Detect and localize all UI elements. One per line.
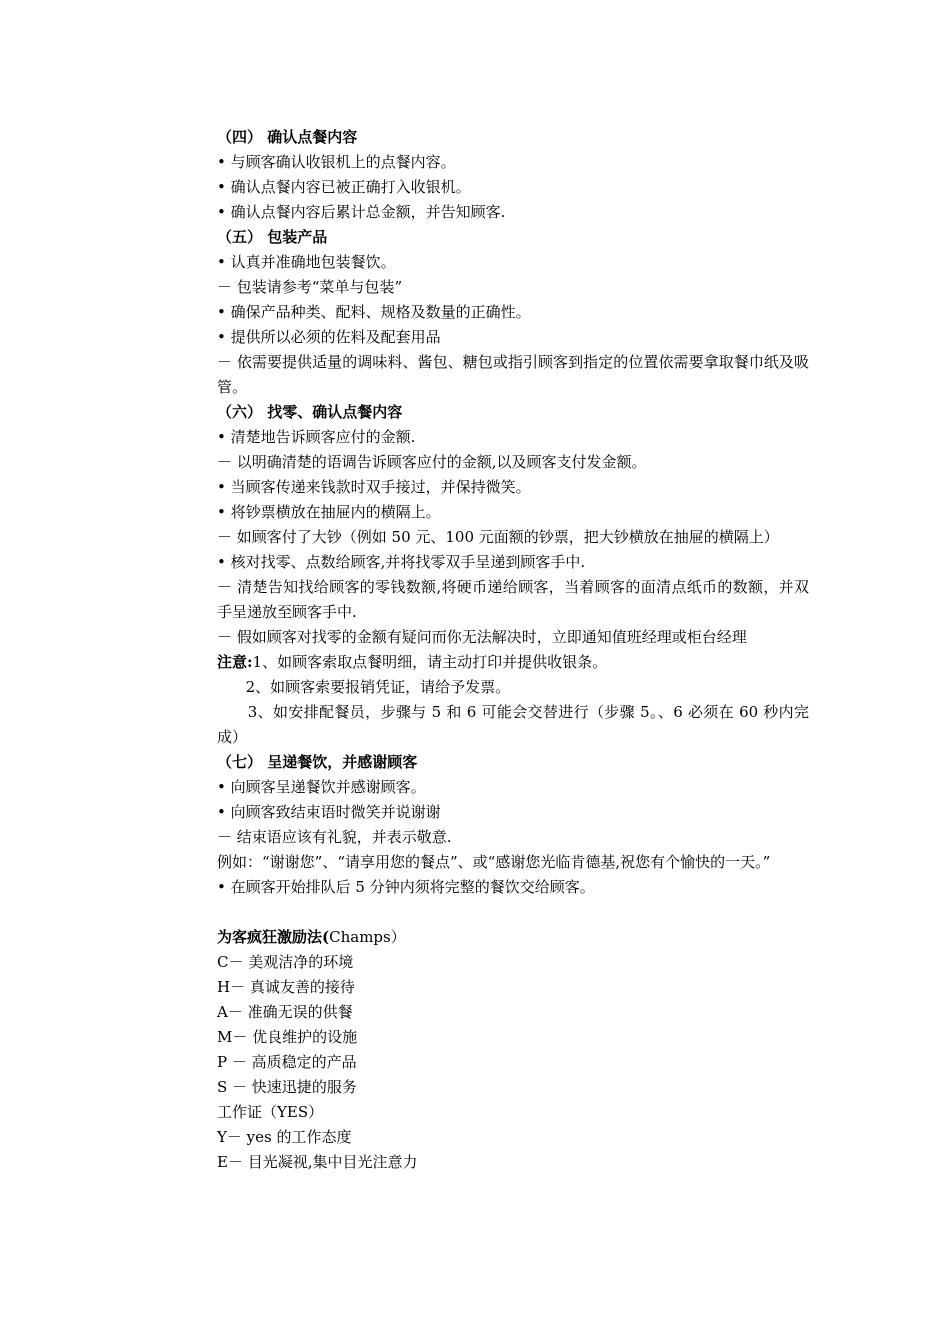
section-heading-deliver: （七） 呈递餐饮，并感谢顾客 xyxy=(217,753,418,771)
champs-title-bold: 为客疯狂激励法( xyxy=(217,928,330,946)
champs-item: P － 高质稳定的产品 xyxy=(217,1053,357,1071)
paragraph: • 核对找零、点数给顾客,并将找零双手呈递到顾客手中. xyxy=(217,553,586,571)
document-body xyxy=(217,125,809,1175)
yes-item: E－ 目光凝视,集中目光注意力 xyxy=(217,1153,418,1171)
paragraph: • 将钞票横放在抽屉内的横隔上。 xyxy=(217,503,441,521)
paragraph: • 认真并准确地包装餐饮。 xyxy=(217,253,396,271)
champs-item: C－ 美观洁净的环境 xyxy=(217,953,354,971)
champs-title xyxy=(217,925,809,950)
yes-title: 工作证（YES） xyxy=(217,1103,324,1121)
note-label: 注意: xyxy=(217,653,253,671)
paragraph: － 如顾客付了大钞（例如 50 元、100 元面额的钞票，把大钞横放在抽屉的横隔上） xyxy=(217,528,779,546)
note-text: 1、如顾客索取点餐明细，请主动打印并提供收银条。 xyxy=(252,653,608,671)
paragraph: • 清楚地告诉顾客应付的金额. xyxy=(217,428,416,446)
paragraph: 例如：“谢谢您”、“请享用您的餐点”、或“感谢您光临肯德基,祝您有个愉快的一天。” xyxy=(217,853,771,871)
paragraph: • 当顾客传递来钱款时双手接过，并保持微笑。 xyxy=(217,478,531,496)
note-paragraph xyxy=(217,650,809,675)
paragraph: • 确认点餐内容已被正确打入收银机。 xyxy=(217,178,471,196)
champs-title-rest: Champs） xyxy=(329,928,406,946)
paragraph: • 在顾客开始排队后 5 分钟内须将完整的餐饮交给顾客。 xyxy=(217,878,595,896)
champs-item: H－ 真诚友善的接待 xyxy=(217,978,355,996)
champs-item: S － 快速迅捷的服务 xyxy=(217,1078,357,1096)
paragraph: － 结束语应该有礼貌，并表示敬意. xyxy=(217,828,452,846)
section-heading-packaging: （五） 包装产品 xyxy=(217,228,328,246)
paragraph: • 确认点餐内容后累计总金额，并告知顾客. xyxy=(217,203,506,221)
paragraph: • 向顾客致结束语时微笑并说谢谢 xyxy=(217,803,441,821)
paragraph: － 以明确清楚的语调告诉顾客应付的金额,以及顾客支付发金额。 xyxy=(217,453,647,471)
blank-line xyxy=(217,900,809,925)
champs-item: M－ 优良维护的设施 xyxy=(217,1028,358,1046)
yes-item: Y－ yes 的工作态度 xyxy=(217,1128,352,1146)
champs-item: A－ 准确无误的供餐 xyxy=(217,1003,353,1021)
paragraph: － 依需要提供适量的调味料、酱包、糖包或指引顾客到指定的位置依需要拿取餐巾纸及吸管。 xyxy=(217,353,809,396)
paragraph: • 与顾客确认收银机上的点餐内容。 xyxy=(217,153,456,171)
paragraph: • 提供所以必须的佐料及配套用品 xyxy=(217,328,441,346)
paragraph: － 包装请参考“菜单与包装” xyxy=(217,278,403,296)
note-paragraph: 3、如安排配餐员，步骤与 5 和 6 可能会交替进行（步骤 5。、6 必须在 60 秒内完成） xyxy=(217,703,809,746)
section-heading-confirm-order: （四） 确认点餐内容 xyxy=(217,128,358,146)
paragraph: － 假如顾客对找零的金额有疑问而你无法解决时，立即通知值班经理或柜台经理 xyxy=(217,628,747,646)
section-heading-change: （六） 找零、确认点餐内容 xyxy=(217,403,403,421)
note-paragraph: 2、如顾客索要报销凭证，请给予发票。 xyxy=(217,678,511,696)
paragraph: － 清楚告知找给顾客的零钱数额,将硬币递给顾客，当着顾客的面清点纸币的数额，并双手呈递放至顾客手中. xyxy=(217,578,809,621)
paragraph: • 向顾客呈递餐饮并感谢顾客。 xyxy=(217,778,426,796)
paragraph: • 确保产品种类、配料、规格及数量的正确性。 xyxy=(217,303,531,321)
